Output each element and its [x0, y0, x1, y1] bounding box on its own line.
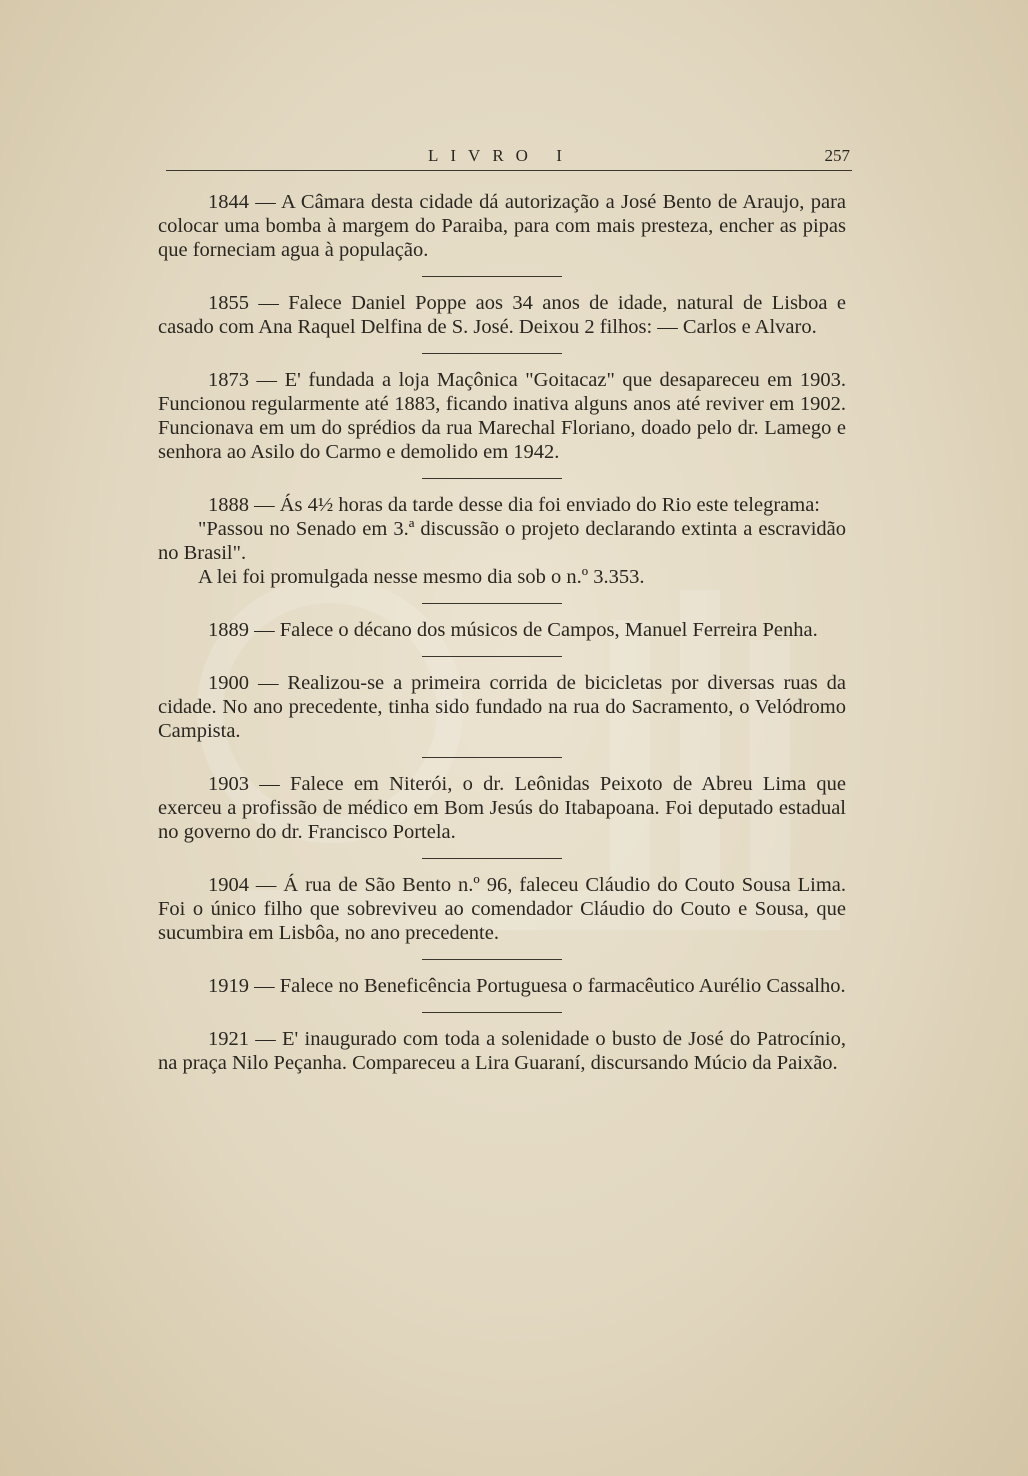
entry-1919 [158, 974, 846, 998]
separator-rule [422, 1012, 562, 1013]
entry-text: 1904 — Á rua de São Bento n.º 96, faleceu Cláudio do Couto Sousa Lima. Foi o único filho que sobreviveu ao comendador Cláudio do Couto e Sousa, que sucumbira em Lisbôa, no ano precedente. [158, 874, 846, 944]
entry-1844 [158, 190, 846, 262]
separator-rule [422, 603, 562, 604]
entry-text: 1921 — E' inaugurado com toda a solenidade o busto de José do Patrocínio, na praça Nilo Peçanha. Compareceu a Lira Guaraní, discursando Múcio da Paixão. [158, 1028, 846, 1074]
entry-1921 [158, 1027, 846, 1075]
chronology-entries [158, 190, 846, 1075]
entry-1900 [158, 671, 846, 743]
entry-1873 [158, 368, 846, 464]
entry-text: 1900 — Realizou-se a primeira corrida de bicicletas por diversas ruas da cidade. No ano precedente, tinha sido fundado na rua do Sacramento, o Velódromo Campista. [158, 672, 846, 742]
separator-rule [422, 353, 562, 354]
separator-rule [422, 656, 562, 657]
separator-rule [422, 757, 562, 758]
page-number: 257 [824, 146, 850, 165]
telegram-quote: "Passou no Senado em 3.ª discussão o projeto declarando extinta a escravidão no Brasil". [158, 518, 846, 564]
entry-text: 1855 — Falece Daniel Poppe aos 34 anos de idade, natural de Lisboa e casado com Ana Raquel Delfina de S. José. Deixou 2 filhos: — Carlos e Alvaro. [158, 292, 846, 338]
entry-text: 1888 — Ás 4½ horas da tarde desse dia foi enviado do Rio este telegrama: [208, 494, 820, 516]
separator-rule [422, 276, 562, 277]
running-title: LIVRO I [428, 146, 574, 165]
entry-1888 [158, 493, 846, 589]
entry-text: 1903 — Falece em Niterói, o dr. Leônidas Peixoto de Abreu Lima que exerceu a profissão de médico em Bom Jesús do Itabapoana. Foi deputado estadual no governo do dr. Francisco Portela. [158, 773, 846, 843]
entry-text: 1919 — Falece no Beneficência Portuguesa o farmacêutico Aurélio Cassalho. [208, 975, 846, 997]
separator-rule [422, 858, 562, 859]
entry-1855 [158, 291, 846, 339]
separator-rule [422, 959, 562, 960]
entry-note: A lei foi promulgada nesse mesmo dia sob o n.º 3.353. [198, 566, 645, 588]
separator-rule [422, 478, 562, 479]
page-header [166, 140, 852, 171]
entry-text: 1889 — Falece o décano dos músicos de Campos, Manuel Ferreira Penha. [208, 619, 818, 641]
entry-text: 1873 — E' fundada a loja Maçônica "Goitacaz" que desapareceu em 1903. Funcionou regularmente até 1883, ficando inativa alguns anos até reviver em 1902. Funcionava em um do sprédios da rua Marechal Floriano, doado pelo dr. Lamego e senhora ao Asilo do Carmo e demolido em 1942. [158, 369, 846, 463]
entry-1904 [158, 873, 846, 945]
entry-text: 1844 — A Câmara desta cidade dá autorização a José Bento de Araujo, para colocar uma bomba à margem do Paraiba, para com mais presteza, encher as pipas que forneciam agua à população. [158, 191, 846, 261]
entry-1903 [158, 772, 846, 844]
entry-1889 [158, 618, 846, 642]
